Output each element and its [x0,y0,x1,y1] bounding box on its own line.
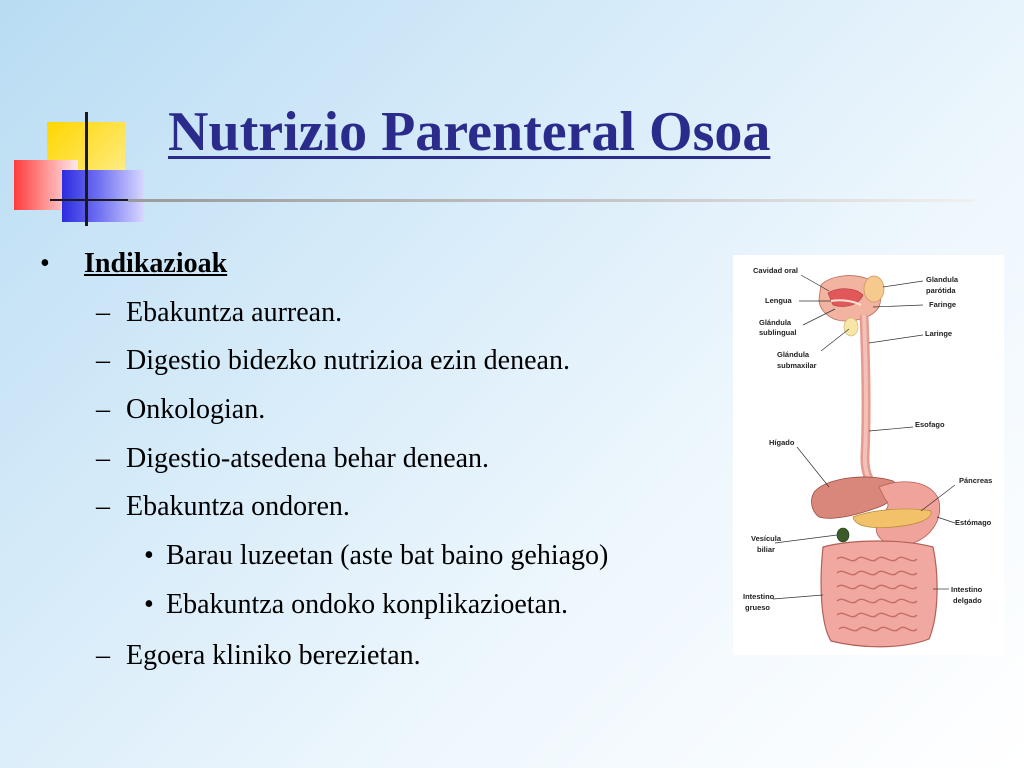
dash-marker: – [96,443,110,474]
dash-marker: – [96,491,110,522]
dash-marker: – [96,345,110,376]
sub-list-item-text: Ebakuntza ondoko konplikazioetan. [166,589,568,620]
digestive-system-figure [733,255,1004,655]
list-item-text: Digestio-atsedena behar denean. [126,443,490,474]
list-item-text: Digestio bidezko nutrizioa ezin denean. [126,345,570,376]
vertical-line [85,112,88,226]
label-vesicula-2: biliar [757,545,775,554]
label-glandula-submaxilar-1: Glándula [777,350,810,359]
dash-marker: – [96,394,110,425]
digestive-system-illustration [733,255,1004,655]
slide-title: Nutrizio Parenteral Osoa [168,101,771,163]
list-item [96,345,570,377]
bullet-marker: • [40,248,50,279]
label-glandula-sublingual-2: sublingual [759,328,797,337]
label-faringe: Faringe [929,300,957,309]
label-vesicula-1: Vesícula [751,534,782,543]
sub-list-item [144,589,568,621]
bullet-heading-text: Indikazioak [84,248,228,279]
list-item [96,640,421,672]
list-item [96,491,350,523]
sub-bullet-marker: • [144,589,154,620]
list-item-text: Egoera kliniko berezietan. [126,640,421,671]
list-item-text: Ebakuntza ondoren. [126,491,350,522]
label-intestino-grueso-2: grueso [745,603,771,612]
dash-marker: – [96,297,110,328]
label-glandula-submaxilar-2: submaxilar [777,361,817,370]
label-esofago: Esofago [915,420,945,429]
dash-marker: – [96,640,110,671]
label-cavidad-oral: Cavidad oral [753,266,799,275]
label-intestino-delgado-1: Intestino [951,585,983,594]
label-glandula-sublingual-1: Glándula [759,318,792,327]
label-intestino-grueso-1: Intestino [743,592,775,601]
list-item [96,297,342,329]
label-pancreas: Páncreas [959,476,993,485]
list-item-text: Onkologian. [126,394,266,425]
list-item [96,443,489,475]
label-estomago: Estómago [955,518,992,527]
blue-square [62,170,144,222]
sub-list-item-text: Barau luzeetan (aste bat baino gehiago) [166,540,609,571]
sub-list-item [144,540,608,572]
decorative-squares [0,0,160,240]
list-item [96,394,265,426]
list-item-text: Ebakuntza aurrean. [126,297,343,328]
sub-bullet-marker: • [144,540,154,571]
label-intestino-delgado-2: delgado [953,596,982,605]
label-higado: Hígado [769,438,795,447]
label-glandula-parotida-2: parótida [926,286,956,295]
label-glandula-parotida-1: Glandula [926,275,959,284]
bullet-heading [40,248,227,280]
label-laringe: Laringe [925,329,953,338]
title-rule [128,199,974,202]
label-lengua: Lengua [765,296,792,305]
